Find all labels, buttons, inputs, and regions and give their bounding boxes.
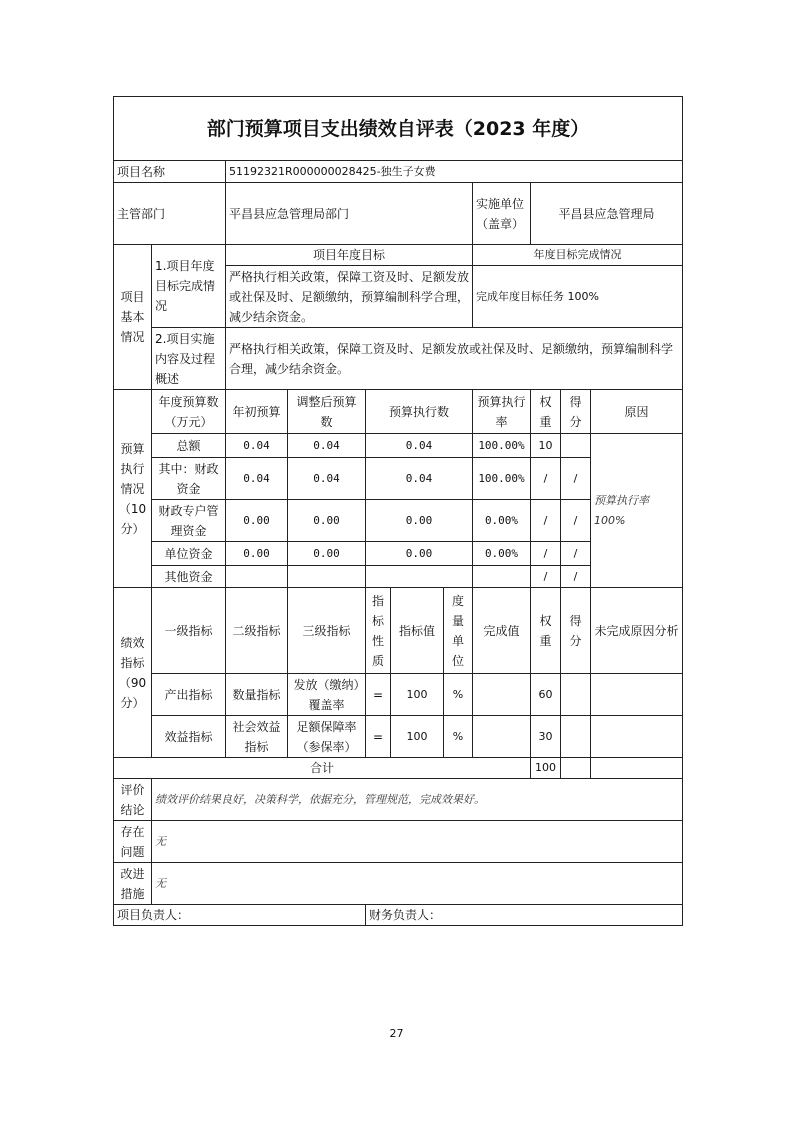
perf-header: 一级指标 bbox=[152, 588, 226, 674]
budget-initial: 0.04 bbox=[226, 434, 288, 458]
budget-executed: 0.04 bbox=[366, 434, 473, 458]
budget-weight: 10 bbox=[531, 434, 561, 458]
perf-l3: 足额保障率（参保率） bbox=[288, 716, 366, 758]
budget-header: 原因 bbox=[591, 390, 683, 434]
perf-value: 100 bbox=[391, 674, 444, 716]
budget-initial: 0.00 bbox=[226, 542, 288, 566]
impl-label: 2.项目实施内容及过程概述 bbox=[152, 328, 226, 390]
perf-header: 权重 bbox=[531, 588, 561, 674]
budget-header: 得分 bbox=[561, 390, 591, 434]
perf-reason bbox=[591, 716, 683, 758]
project-name-value: 51192321R000000028425-独生子女费 bbox=[226, 161, 683, 183]
perf-unit: % bbox=[444, 674, 473, 716]
perf-unit: % bbox=[444, 716, 473, 758]
project-lead-label: 项目负责人： bbox=[114, 905, 366, 926]
perf-nature: = bbox=[366, 716, 391, 758]
budget-adjusted: 0.00 bbox=[288, 500, 366, 542]
conclusion-label: 评价结论 bbox=[114, 779, 152, 821]
annual-goal-header: 项目年度目标 bbox=[226, 245, 473, 266]
perf-l1: 产出指标 bbox=[152, 674, 226, 716]
budget-adjusted bbox=[288, 566, 366, 588]
perf-header: 完成值 bbox=[473, 588, 531, 674]
budget-executed bbox=[366, 566, 473, 588]
dept-label: 主管部门 bbox=[114, 183, 226, 245]
budget-rate bbox=[473, 566, 531, 588]
budget-executed: 0.00 bbox=[366, 542, 473, 566]
budget-row-name: 其中：财政资金 bbox=[152, 458, 226, 500]
perf-label: 绩效指标（90分） bbox=[114, 588, 152, 758]
budget-weight: / bbox=[531, 500, 561, 542]
perf-header: 得分 bbox=[561, 588, 591, 674]
perf-score bbox=[561, 716, 591, 758]
impl-unit-label: 实施单位（盖章） bbox=[473, 183, 531, 245]
basic-label: 项目基本情况 bbox=[114, 245, 152, 390]
perf-header: 度量单位 bbox=[444, 588, 473, 674]
perf-nature: = bbox=[366, 674, 391, 716]
budget-header: 调整后预算数 bbox=[288, 390, 366, 434]
perf-l2: 数量指标 bbox=[226, 674, 288, 716]
perf-row bbox=[114, 674, 683, 716]
page-title: 部门预算项目支出绩效自评表（2023 年度） bbox=[114, 97, 683, 161]
budget-header: 年初预算 bbox=[226, 390, 288, 434]
budget-rate: 100.00% bbox=[473, 458, 531, 500]
budget-weight: / bbox=[531, 458, 561, 500]
issues-label: 存在问题 bbox=[114, 821, 152, 863]
completion-header: 年度目标完成情况 bbox=[473, 245, 683, 266]
perf-header: 指标值 bbox=[391, 588, 444, 674]
budget-adjusted: 0.04 bbox=[288, 434, 366, 458]
perf-weight: 60 bbox=[531, 674, 561, 716]
budget-row-name: 财政专户管理资金 bbox=[152, 500, 226, 542]
total-reason bbox=[591, 758, 683, 779]
perf-reason bbox=[591, 674, 683, 716]
budget-adjusted: 0.00 bbox=[288, 542, 366, 566]
budget-score: / bbox=[561, 500, 591, 542]
improve-text: 无 bbox=[152, 863, 683, 905]
budget-row-name: 总额 bbox=[152, 434, 226, 458]
impl-unit-value: 平昌县应急管理局 bbox=[531, 183, 683, 245]
perf-score bbox=[561, 674, 591, 716]
budget-adjusted: 0.04 bbox=[288, 458, 366, 500]
budget-row-name: 单位资金 bbox=[152, 542, 226, 566]
budget-initial bbox=[226, 566, 288, 588]
budget-header: 年度预算数（万元） bbox=[152, 390, 226, 434]
total-score bbox=[561, 758, 591, 779]
total-label: 合计 bbox=[114, 758, 531, 779]
budget-weight: / bbox=[531, 542, 561, 566]
perf-weight: 30 bbox=[531, 716, 561, 758]
page-number: 27 bbox=[389, 1027, 404, 1040]
budget-rate: 0.00% bbox=[473, 542, 531, 566]
perf-done bbox=[473, 674, 531, 716]
budget-rate: 0.00% bbox=[473, 500, 531, 542]
perf-l3: 发放（缴纳）覆盖率 bbox=[288, 674, 366, 716]
budget-reason: 预算执行率100% bbox=[591, 434, 683, 588]
total-weight: 100 bbox=[531, 758, 561, 779]
budget-row bbox=[114, 434, 683, 458]
self-evaluation-form bbox=[113, 96, 683, 926]
perf-header: 二级指标 bbox=[226, 588, 288, 674]
perf-header: 三级指标 bbox=[288, 588, 366, 674]
budget-executed: 0.00 bbox=[366, 500, 473, 542]
budget-header: 预算执行数 bbox=[366, 390, 473, 434]
completion-text: 完成年度目标任务 100% bbox=[473, 266, 683, 328]
budget-executed: 0.04 bbox=[366, 458, 473, 500]
budget-score: / bbox=[561, 566, 591, 588]
conclusion-text: 绩效评价结果良好，决策科学，依据充分，管理规范，完成效果好。 bbox=[152, 779, 683, 821]
project-name-label: 项目名称 bbox=[114, 161, 226, 183]
perf-done bbox=[473, 716, 531, 758]
perf-value: 100 bbox=[391, 716, 444, 758]
budget-header: 预算执行率 bbox=[473, 390, 531, 434]
budget-label: 预算执行情况（10分） bbox=[114, 390, 152, 588]
finance-lead-label: 财务负责人： bbox=[366, 905, 683, 926]
perf-l2: 社会效益指标 bbox=[226, 716, 288, 758]
issues-text: 无 bbox=[152, 821, 683, 863]
budget-initial: 0.04 bbox=[226, 458, 288, 500]
budget-weight: / bbox=[531, 566, 561, 588]
budget-header: 权重 bbox=[531, 390, 561, 434]
budget-score bbox=[561, 434, 591, 458]
budget-initial: 0.00 bbox=[226, 500, 288, 542]
budget-score: / bbox=[561, 542, 591, 566]
perf-header: 指标性质 bbox=[366, 588, 391, 674]
perf-row bbox=[114, 716, 683, 758]
dept-value: 平昌县应急管理局部门 bbox=[226, 183, 473, 245]
annual-goal-text: 严格执行相关政策，保障工资及时、足额发放或社保及时、足额缴纳，预算编制科学合理，减少结余资金。 bbox=[226, 266, 473, 328]
impl-text: 严格执行相关政策，保障工资及时、足额发放或社保及时、足额缴纳，预算编制科学合理，减少结余资金。 bbox=[226, 328, 683, 390]
budget-rate: 100.00% bbox=[473, 434, 531, 458]
budget-score: / bbox=[561, 458, 591, 500]
budget-row-name: 其他资金 bbox=[152, 566, 226, 588]
perf-l1: 效益指标 bbox=[152, 716, 226, 758]
goal-label: 1.项目年度目标完成情况 bbox=[152, 245, 226, 328]
perf-header: 未完成原因分析 bbox=[591, 588, 683, 674]
improve-label: 改进措施 bbox=[114, 863, 152, 905]
